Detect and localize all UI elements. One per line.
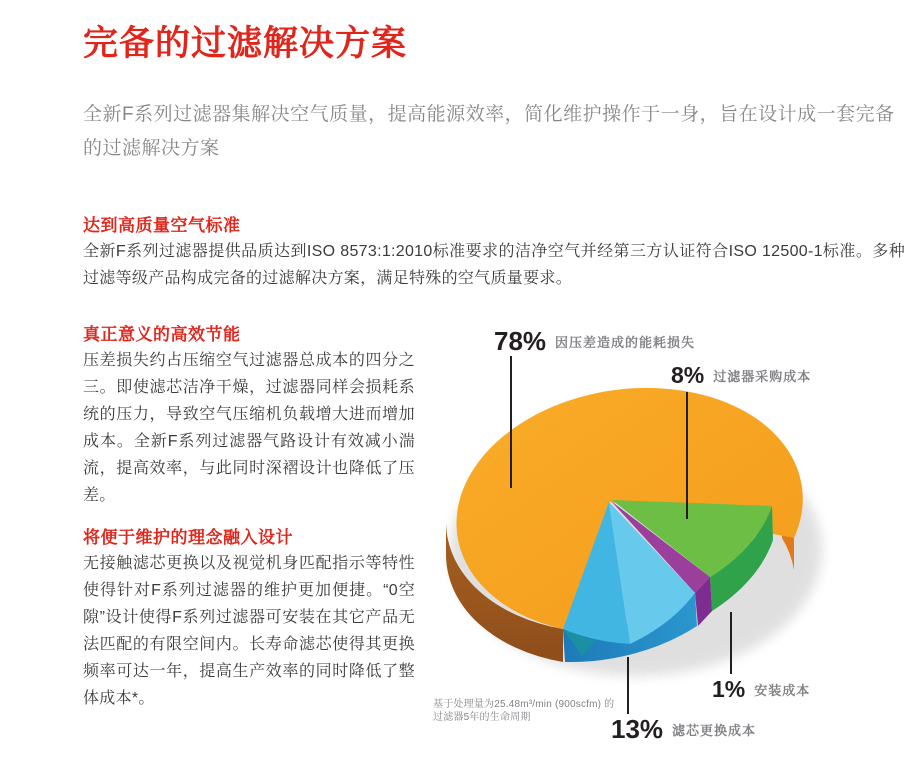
chart-footnote-line2: 过滤器5年的生命周期: [433, 712, 531, 723]
chart-footnote-line1: 基于处理量为25.48m³/min (900scfm) 的: [433, 699, 615, 710]
page-title: 完备的过滤解决方案: [83, 24, 408, 63]
section-body-energy-saving: 压差损失约占压缩空气过滤器总成本的四分之三。即使滤芯洁净干燥，过滤器同样会损耗系统的压力，导致空气压缩机负载增大进而增加成本。全新F系列过滤器气路设计有效减小湍流，提高效率，与此同时深褶设计也降低了压差。: [83, 352, 415, 504]
section-heading-maintenance: 将便于维护的理念融入设计: [83, 528, 293, 547]
callout-replacement: [611, 714, 756, 745]
callout-purchase-pct: 8%: [671, 362, 705, 388]
callout-replacement-label: 滤芯更换成本: [672, 723, 757, 738]
callout-energy-loss: [494, 326, 695, 357]
page-subtitle: 全新F系列过滤器集解决空气质量，提高能源效率，简化维护操作于一身，旨在设计成一套完备的过滤解决方案: [83, 104, 895, 159]
callout-installation: [712, 676, 810, 703]
callout-energy-loss-label: 因压差造成的能耗损失: [555, 335, 696, 350]
cost-pie-chart: [430, 310, 910, 766]
callout-installation-label: 安装成本: [754, 683, 811, 698]
section-body-air-quality: 全新F系列过滤器提供品质达到ISO 8573:1:2010标准要求的洁净空气并经第三方认证符合ISO 12500-1标准。多种过滤等级产品构成完备的过滤解决方案，满足特殊的空气质量要求。: [83, 243, 905, 287]
callout-purchase-label: 过滤器采购成本: [713, 369, 812, 384]
leader-line-installation: [730, 612, 732, 674]
section-heading-energy-saving: 真正意义的高效节能: [83, 325, 241, 344]
callout-energy-loss-pct: 78%: [494, 326, 547, 356]
leader-line-energy-loss: [510, 356, 512, 488]
callout-replacement-pct: 13%: [611, 714, 664, 744]
callout-installation-pct: 1%: [712, 676, 746, 702]
section-body-maintenance: 无接触滤芯更换以及视觉机身匹配指示等特性使得针对F系列过滤器的维护更加便捷。“0空隙”设计使得F系列过滤器可安装在其它产品无法匹配的有限空间内。长寿命滤芯使得其更换频率可达一年，提高生产效率的同时降低了整体成本*。: [83, 555, 415, 707]
leader-line-replacement: [627, 657, 629, 714]
leader-line-purchase: [686, 392, 688, 519]
chart-footnote: [433, 698, 614, 724]
callout-purchase: [671, 362, 811, 389]
section-heading-air-quality: 达到高质量空气标准: [83, 216, 241, 235]
